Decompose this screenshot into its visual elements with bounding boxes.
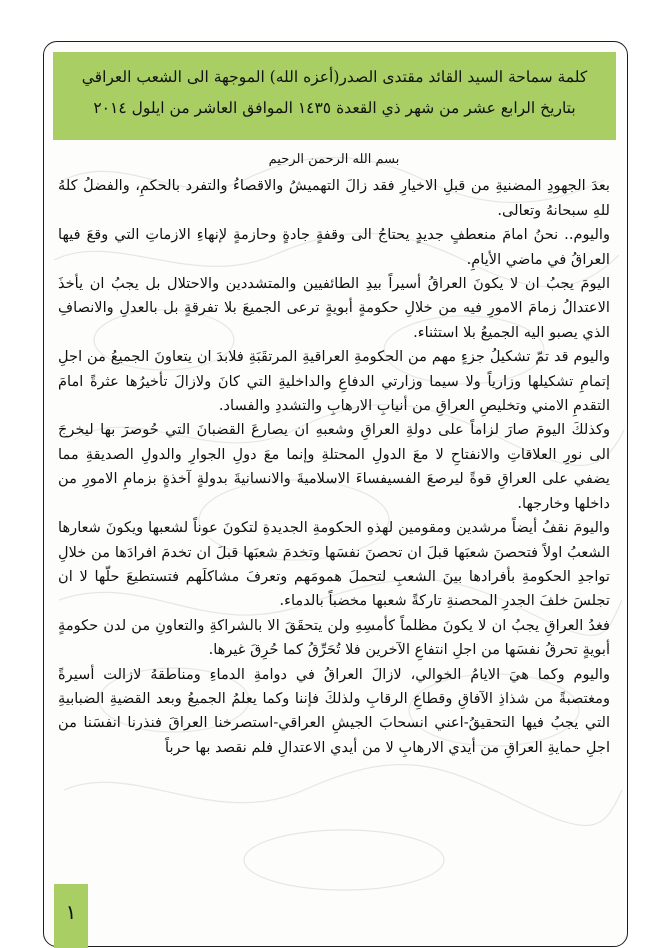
title-line-1: كلمة سماحة السيد القائد مقتدى الصدر(أعزه الله) الموجهة الى الشعب العراقي	[81, 68, 588, 86]
basmala: بسم الله الرحمن الرحيم	[268, 152, 400, 167]
paragraph-1: بعدَ الجهودِ المضنيةِ من قبلِ الاخيارِ فقد زالَ التهميشُ والاقصاءُ والتفرد بالحكمِ، والفضلُ كلهُ للهِ سبحانهُ وتعالى.	[58, 177, 610, 219]
paragraph-8: واليوم وكما هيَ الايامُ الخوالي، لازالَ العراقُ في دوامةِ الدماءِ ومناطقهُ لازالت أسيرةً ومغتصبةً من شذاذِ الآفاقِ وقطاعِ الرقابِ ولذلكَ فإننا وكما يعلمُ الجميعُ وبعد القضيةِ الضبابيةِ التي يجبُ فيها التحقيقُ-اعني انسحابَ الجيشِ العراقي-استصرخنا العراقَ فنذرنا انفسَنا من اجلِ حمايةِ العراقِ من أيدي الارهابِ لا من أيدي الاعتدالِ فلم نقصد بها حرباً	[58, 665, 610, 756]
paragraph-4: واليوم قد تمّ تشكيلُ جزءٍ مهم من الحكومةِ العراقيةِ المرتقَبَةِ فلابدَ ان يتعاونَ الجميعُ من اجلِ إتمامِ تشكيلها وزارياً ولا سيما وزارتي الدفاعِ والداخليةِ التي كانَ ولازالَ تأخيرُها عثرةً امامَ التقدمِ الامني وتخليصِ العراقِ من أنيابِ الارهابِ والتشددِ والفساد.	[58, 348, 610, 415]
speech-body	[58, 148, 610, 888]
paragraph-5: وكذلكَ اليومَ صارَ لزاماً على دولةِ العراقِ وشعبهِ ان يصارعَ القضبانَ التي حُوصرَ بها ليخرجَ الى نورِ العلاقاتِ والانفتاحِ لا معَ الدولِ المحتلةِ وإنما معَ دولِ الجوارِ والدولِ الصديقةِ مما يضفي على العراقِ قوةً ليرصعَ الفسيفساءَ الاسلاميةَ والانسانيةَ بدولةٍ آخذةٍ بزمامِ الامورِ من داخلها وخارجها.	[58, 421, 610, 512]
title-banner	[53, 52, 616, 140]
title-line-2: بتاريخ الرابع عشر من شهر ذي القعدة ١٤٣٥ الموافق العاشر من ايلول ٢٠١٤	[93, 99, 576, 117]
page-number: ١	[54, 884, 88, 948]
paragraph-2: واليوم.. نحنُ امامَ منعطفٍ جديدٍ يحتاجُ الى وقفةٍ جادةٍ وحازمةٍ لإنهاءِ الازماتِ التي وقعَ فيها العراقُ في ماضي الأيامِ.	[58, 226, 610, 268]
paragraph-7: فغدُ العراقِ يجبُ ان لا يكونَ مظلماً كأمسِهِ ولن يتحقَقَ الا بالشراكةِ والتعاونِ من لدن حكومةٍ أبويةٍ تحرقُ نفسَها من اجلِ انتفاعِ الآخرين فلا تُحَرِّقُ كما حُرِقَ غيرها.	[58, 616, 610, 659]
paragraph-3: اليومَ يجبُ ان لا يكونَ العراقُ أسيراً بيدِ الطائفيين والمتشددين والاحتلال بل يجبُ ان يأخذَ الاعتدالُ زمامَ الامورِ فيه من خلالِ حكومةٍ أبويةٍ ترعى الجميعَ بلا تفرقةٍ بل بالعدلِ والانصافِ الذي يصبو اليه الجميعُ بلا استثناء.	[58, 275, 610, 341]
paragraph-6: واليومَ نقفُ أيضاً مرشدين ومقومين لهذهِ الحكومةِ الجديدةِ لتكونَ عوناً لشعبها ويكونَ شعارها الشعبُ اولاً فتحصنَ شعبَها قبلَ ان تحصنَ نفسَها وتخدمَ شعبَها قبلَ ان تخدمَ افرادَها من خلالِ تواجدِ الحكومةِ بأفرادها بينَ الشعبِ لتحملَ همومَهم وتعرفَ مشاكلَهم فتستطيعَ حلّها لا ان تجلسَ خلفَ الجدرِ المحصنةِ تاركةً شعبها مخضباً بالدماء.	[58, 519, 610, 610]
